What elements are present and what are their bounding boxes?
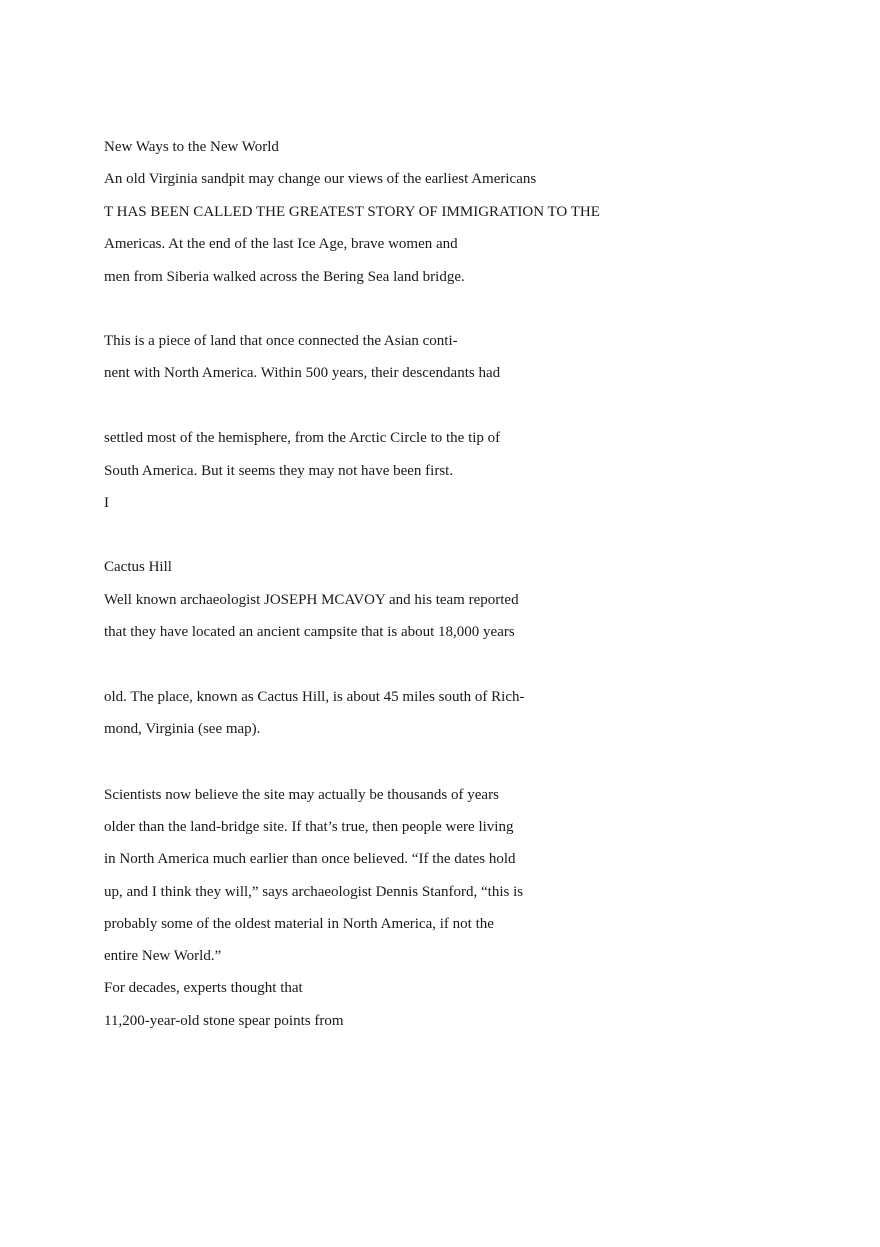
paragraph-line: This is a piece of land that once connected the Asian conti- bbox=[104, 333, 458, 349]
paragraph-line: mond, Virginia (see map). bbox=[104, 721, 261, 737]
paragraph-line: older than the land-bridge site. If that’s true, then people were living bbox=[104, 819, 514, 835]
paragraph-line: South America. But it seems they may not have been first. bbox=[104, 463, 454, 479]
paragraph-line: Scientists now believe the site may actually be thousands of years bbox=[104, 787, 499, 803]
paragraph-line: nent with North America. Within 500 years, their descendants had bbox=[104, 365, 501, 381]
paragraph-line: that they have located an ancient campsite that is about 18,000 years bbox=[104, 624, 515, 640]
paragraph-line: Well known archaeologist JOSEPH MCAVOY and his team reported bbox=[104, 592, 519, 608]
paragraph-line: men from Siberia walked across the Bering Sea land bridge. bbox=[104, 269, 465, 285]
section-heading: Cactus Hill bbox=[104, 559, 172, 575]
paragraph-line: up, and I think they will,” says archaeologist Dennis Stanford, “this is bbox=[104, 884, 524, 900]
article-title: New Ways to the New World bbox=[104, 139, 279, 155]
paragraph-line: Americas. At the end of the last Ice Age, brave women and bbox=[104, 236, 458, 252]
paragraph-line: T HAS BEEN CALLED THE GREATEST STORY OF IMMIGRATION TO THE bbox=[104, 204, 600, 220]
paragraph-line: settled most of the hemisphere, from the Arctic Circle to the tip of bbox=[104, 430, 501, 446]
paragraph-line: in North America much earlier than once believed. “If the dates hold bbox=[104, 851, 516, 867]
paragraph-line: old. The place, known as Cactus Hill, is about 45 miles south of Rich- bbox=[104, 689, 525, 705]
paragraph-line: entire New World.” bbox=[104, 948, 222, 964]
paragraph-line: probably some of the oldest material in North America, if not the bbox=[104, 916, 494, 932]
article-subtitle: An old Virginia sandpit may change our views of the earliest Americans bbox=[104, 171, 537, 187]
paragraph-line: 11,200-year-old stone spear points from bbox=[104, 1013, 344, 1029]
drop-cap-letter: I bbox=[104, 495, 109, 511]
paragraph-line: For decades, experts thought that bbox=[104, 980, 303, 996]
